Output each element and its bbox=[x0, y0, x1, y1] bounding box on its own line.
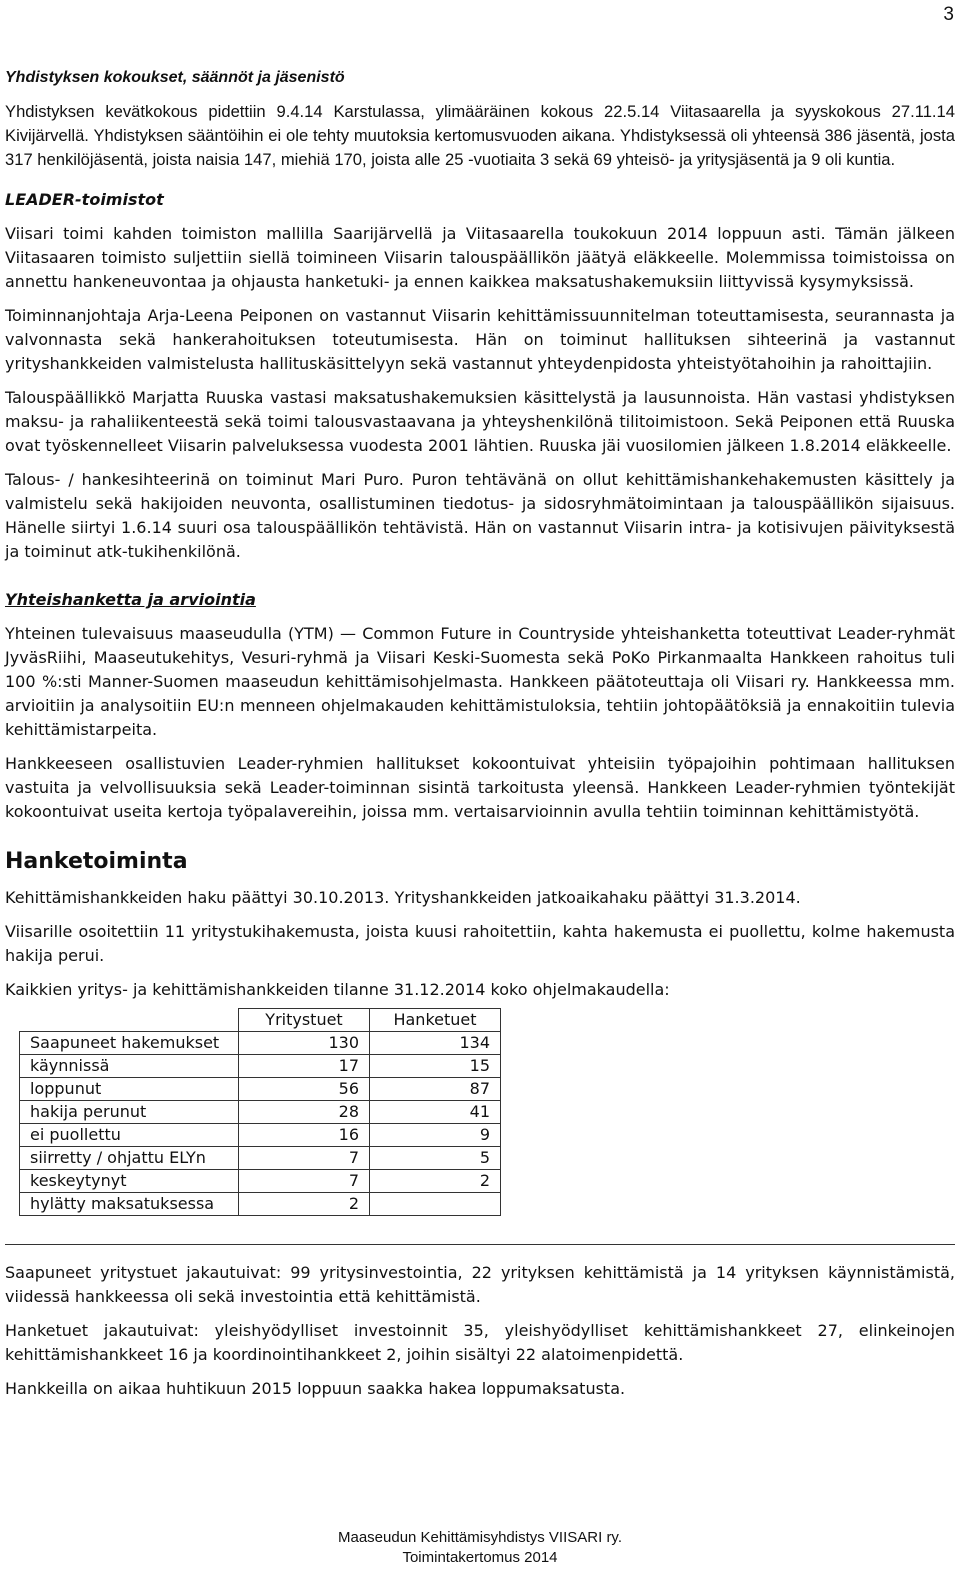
table-cell-business: 28 bbox=[239, 1101, 370, 1124]
table-row-label: Saapuneet hakemukset bbox=[20, 1032, 239, 1055]
page-footer bbox=[0, 1528, 960, 1568]
section-title-leader-offices: LEADER-toimistot bbox=[5, 190, 164, 209]
paragraph-projects-6: Hankkeilla on aikaa huhtikuun 2015 loppuun saakka hakea loppumaksatusta. bbox=[5, 1379, 626, 1398]
paragraph-projects-5: Hanketuet jakautuivat: yleishyödylliset investoinnit 35, yleishyödylliset kehittämishankkeet 27, elinkeinojen kehittämishankkeet 16 ja koordinointihankkeet 2, joihin sisältyi 22 alatoimenpidettä. bbox=[5, 1321, 955, 1364]
table-row bbox=[20, 1101, 501, 1124]
table-row bbox=[20, 1193, 501, 1216]
table-cell-projects: 15 bbox=[370, 1055, 501, 1078]
table-cell-business: 130 bbox=[239, 1032, 370, 1055]
table-row-label: käynnissä bbox=[20, 1055, 239, 1078]
paragraph-meetings: Yhdistyksen kevätkokous pidettiin 9.4.14 Karstulassa, ylimääräinen kokous 22.5.14 Viitasaarella ja syyskokous 27.11.14 Kivijärvellä. Yhdistyksen sääntöihin ei ole tehty muutoksia kertomusvuoden aikana. Yhdistyksessä oli yhteensä 386 jäsentä, josta 317 henkilöjäsentä, joista naisia 147, miehiä 170, joista alle 25 -vuotiaita 3 sekä 69 yhteisö- ja yritysjäsentä ja 9 oli kuntia. bbox=[5, 102, 955, 169]
paragraph-joint-1: Yhteinen tulevaisuus maaseudulla (YTM) — Common Future in Countryside yhteishanketta toteuttivat Leader-ryhmät JyväsRiihi, Maaseutukehitys, Vesuri-ryhmä ja Viisari Keski-Suomesta sekä PoKo Pirkanmaalta Hankkeen rahoitus tuli 100 %:sti Manner-Suomen maaseudun kehittämisohjelmasta. Hankkeen päätoteuttaja oli Viisari ry. Hankkeessa mm. arvioitiin ja analysoitiin EU:n menneen ohjelmakauden kehittämistuloksia, tehtiin johtopäätöksiä ja ennakoitiin tulevia kehittämistarpeita. bbox=[5, 624, 955, 739]
table-header-business: Yritystuet bbox=[239, 1009, 370, 1032]
paragraph-projects-1: Kehittämishankkeiden haku päättyi 30.10.2013. Yrityshankkeiden jatkoaikahaku päättyi 31.3.2014. bbox=[5, 888, 801, 907]
table-cell-business: 2 bbox=[239, 1193, 370, 1216]
paragraph-leader-2: Toiminnanjohtaja Arja-Leena Peiponen on vastannut Viisarin kehittämissuunnitelman toteuttamisesta, seurannasta ja valvonnasta sekä hankerahoituksen toteutumisesta. Hän on toiminut hallituksen sihteerinä ja vastannut yrityshankkeiden valmistelusta hallituskäsittelyyn sekä vastannut yhteydenpidosta yhteistyötahoihin ja rahoittajiin. bbox=[5, 306, 955, 373]
table-row-label: ei puollettu bbox=[20, 1124, 239, 1147]
table-row bbox=[20, 1170, 501, 1193]
table-cell-projects bbox=[370, 1193, 501, 1216]
table-cell-business: 7 bbox=[239, 1170, 370, 1193]
table-cell-projects: 2 bbox=[370, 1170, 501, 1193]
paragraph-projects-4: Saapuneet yritystuet jakautuivat: 99 yritysinvestointia, 22 yrityksen kehittämistä ja 14 yrityksen käynnistämistä, viidessä hankkeessa oli sekä investointia että kehittämistä. bbox=[5, 1263, 955, 1306]
paragraph-leader-3: Talouspäällikkö Marjatta Ruuska vastasi maksatushakemuksien käsittelystä ja lausunnoista. Hän vastasi yhdistyksen maksu- ja rahaliikenteestä sekä toimi talousvastaavana ja yhteyshenkilönä tilitoimistoon. Sekä Peiponen että Ruuska ovat työskennelleet Viisarin palveluksessa vuodesta 2001 lähtien. Ruuska jäi vuosilomien jälkeen 1.8.2014 eläkkeelle. bbox=[5, 388, 955, 455]
table-row bbox=[20, 1055, 501, 1078]
table-cell-projects: 87 bbox=[370, 1078, 501, 1101]
project-status-table bbox=[19, 1008, 501, 1216]
footer-organization: Maaseudun Kehittämisyhdistys VIISARI ry. bbox=[337, 1529, 622, 1546]
table-header-empty bbox=[20, 1009, 239, 1032]
table-row-label: hylätty maksatuksessa bbox=[20, 1193, 239, 1216]
table-row-label: keskeytynyt bbox=[20, 1170, 239, 1193]
table-row-label: hakija perunut bbox=[20, 1101, 239, 1124]
table-row-label: loppunut bbox=[20, 1078, 239, 1101]
table-cell-projects: 41 bbox=[370, 1101, 501, 1124]
page-number: 3 bbox=[943, 4, 954, 25]
paragraph-joint-2: Hankkeeseen osallistuvien Leader-ryhmien hallitukset kokoontuivat yhteisiin työpajoihin pohtimaan hallituksen vastuita ja velvollisuuksia sekä Leader-toiminnan sisintä tarkoitusta yleensä. Hankkeen Leader-ryhmien työntekijät kokoontuivat useita kertoja työpalavereihin, joissa mm. vertaisarvioinnin avulla tehtiin toiminnan kehittämistyötä. bbox=[5, 754, 955, 821]
table-row bbox=[20, 1078, 501, 1101]
table-row-label: siirretty / ohjattu ELYn bbox=[20, 1147, 239, 1170]
document-body bbox=[5, 66, 955, 1401]
table-row bbox=[20, 1032, 501, 1055]
section-title-projects: Hanketoiminta bbox=[5, 849, 188, 874]
section-title-meetings: Yhdistyksen kokoukset, säännöt ja jäsenistö bbox=[5, 69, 345, 86]
table-row bbox=[20, 1124, 501, 1147]
table-cell-business: 7 bbox=[239, 1147, 370, 1170]
table-row bbox=[20, 1147, 501, 1170]
table-cell-business: 16 bbox=[239, 1124, 370, 1147]
table-cell-projects: 5 bbox=[370, 1147, 501, 1170]
table-cell-business: 17 bbox=[239, 1055, 370, 1078]
table-cell-business: 56 bbox=[239, 1078, 370, 1101]
table-header-projects: Hanketuet bbox=[370, 1009, 501, 1032]
table-cell-projects: 9 bbox=[370, 1124, 501, 1147]
table-cell-projects: 134 bbox=[370, 1032, 501, 1055]
paragraph-projects-2: Viisarille osoitettiin 11 yritystukihakemusta, joista kuusi rahoitettiin, kahta hakemusta ei puollettu, kolme hakemusta hakija perui. bbox=[5, 922, 955, 965]
footer-report-title: Toimintakertomus 2014 bbox=[402, 1549, 558, 1566]
paragraph-leader-4: Talous- / hankesihteerinä on toiminut Mari Puro. Puron tehtävänä on ollut kehittämishankehakemusten käsittely ja valmistelu sekä hakijoiden neuvonta, osallistuminen tiedotus- ja sidosryhmätoimintaan ja talouspäällikön sijaisuus. Hänelle siirtyi 1.6.14 suuri osa talouspäällikön tehtävistä. Hän on vastannut Viisarin intra- ja kotisivujen päivityksestä ja toiminut atk-tukihenkilönä. bbox=[5, 470, 955, 561]
section-title-joint-project: Yhteishanketta ja arviointia bbox=[5, 590, 256, 609]
table-header-row bbox=[20, 1009, 501, 1032]
paragraph-projects-3: Kaikkien yritys- ja kehittämishankkeiden tilanne 31.12.2014 koko ohjelmakaudella: bbox=[5, 980, 670, 999]
paragraph-leader-1: Viisari toimi kahden toimiston mallilla Saarijärvellä ja Viitasaarella toukokuun 2014 loppuun asti. Tämän jälkeen Viitasaaren toimisto suljettiin siellä toimineen Viisarin talouspäällikön jäätyä eläkkeelle. Molemmissa toimistoissa on annettu hankeneuvontaa ja ohjausta hanketuki- ja ennen kaikkea maksatushakemuksiin liittyvissä kysymyksissä. bbox=[5, 224, 955, 291]
